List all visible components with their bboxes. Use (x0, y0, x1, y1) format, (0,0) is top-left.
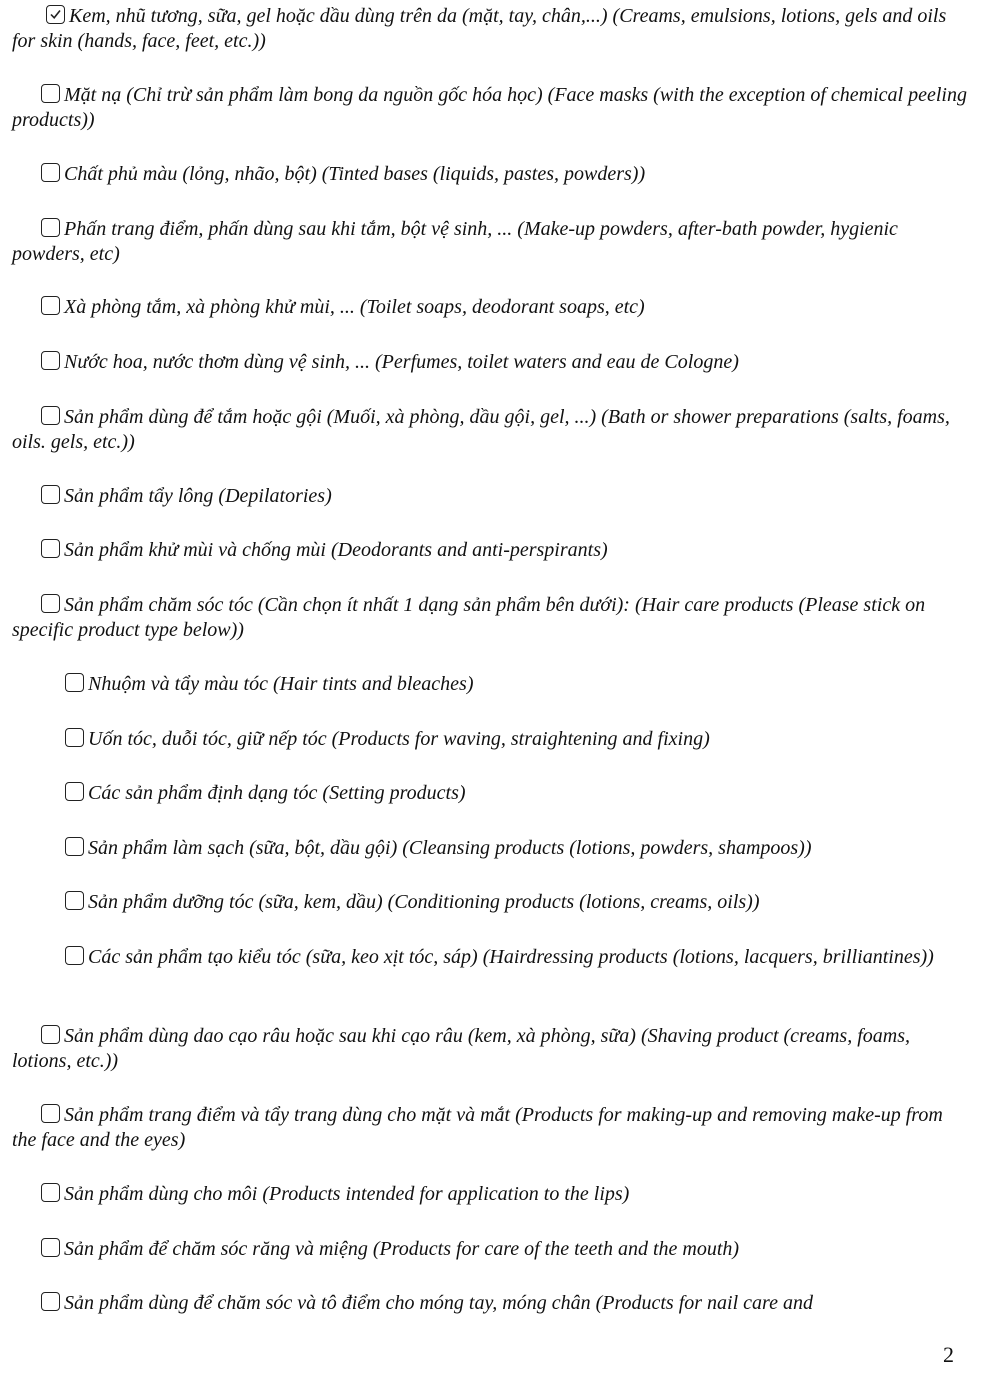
checklist-label: Sản phẩm dùng để chăm sóc và tô điểm cho móng tay, móng chân (Products for nail care and (64, 1292, 813, 1314)
checkbox-make-up-face-eyes[interactable] (41, 1104, 60, 1123)
checklist-label: Sản phẩm dùng dao cạo râu hoặc sau khi cạo râu (kem, xà phòng, sữa) (Shaving product (creams, foams, lotions, etc.)) (12, 1025, 910, 1072)
checklist-item-hair-care (12, 593, 972, 643)
checklist-label: Sản phẩm làm sạch (sữa, bột, dầu gội) (Cleansing products (lotions, powders, shampoos)) (88, 837, 812, 859)
checklist-item-hairdressing-products (12, 945, 972, 970)
checklist-item-depilatories (12, 484, 972, 509)
page-number: 2 (943, 1342, 954, 1367)
checkbox-teeth-mouth[interactable] (41, 1238, 60, 1257)
checkbox-perfumes[interactable] (41, 351, 60, 370)
checklist-item-teeth-mouth (12, 1237, 972, 1262)
checklist-item-nail-care (12, 1291, 972, 1316)
checkbox-tinted-bases[interactable] (41, 163, 60, 182)
checklist-label: Các sản phẩm định dạng tóc (Setting products) (88, 782, 466, 804)
checklist-item-deodorants (12, 538, 972, 563)
checklist-label: Xà phòng tắm, xà phòng khử mùi, ... (Toilet soaps, deodorant soaps, etc) (64, 296, 645, 318)
checklist-item-hair-waving (12, 727, 972, 752)
checklist-item-face-masks (12, 83, 972, 133)
checklist-label: Nước hoa, nước thơm dùng vệ sinh, ... (Perfumes, toilet waters and eau de Cologne) (64, 351, 739, 373)
checkbox-make-up-powders[interactable] (41, 218, 60, 237)
checklist-item-bath-preparations (12, 405, 972, 455)
checklist-label: Sản phẩm trang điểm và tẩy trang dùng cho mặt và mắt (Products for making-up and removing make-up from the face and the eyes) (12, 1104, 943, 1151)
checklist-label: Sản phẩm tẩy lông (Depilatories) (64, 485, 332, 507)
checklist-item-shaving-products (12, 1024, 972, 1074)
checklist-label: Sản phẩm chăm sóc tóc (Cần chọn ít nhất 1 dạng sản phẩm bên dưới): (Hair care products (Please stick on specific product type below)) (12, 594, 926, 641)
checklist-label: Phấn trang điểm, phấn dùng sau khi tắm, bột vệ sinh, ... (Make-up powders, after-bath powder, hygienic powders, etc) (12, 218, 898, 265)
checkbox-hair-care[interactable] (41, 594, 60, 613)
checklist-label: Sản phẩm dùng cho môi (Products intended for application to the lips) (64, 1183, 630, 1205)
checkbox-depilatories[interactable] (41, 485, 60, 504)
checklist-label: Sản phẩm dưỡng tóc (sữa, kem, dầu) (Conditioning products (lotions, creams, oils)) (88, 891, 760, 913)
checklist-item-perfumes (12, 350, 972, 375)
checkbox-bath-preparations[interactable] (41, 406, 60, 425)
checklist-label: Kem, nhũ tương, sữa, gel hoặc dầu dùng trên da (mặt, tay, chân,...) (Creams, emulsions, lotions, gels and oils for skin (hands, face, feet, etc.)) (12, 5, 947, 52)
checkbox-hair-tints[interactable] (65, 673, 84, 692)
checklist-label: Nhuộm và tẩy màu tóc (Hair tints and bleaches) (88, 673, 474, 695)
checklist-item-creams (12, 4, 972, 54)
checkbox-deodorants[interactable] (41, 539, 60, 558)
checklist-item-hair-tints (12, 672, 972, 697)
checkbox-nail-care[interactable] (41, 1292, 60, 1311)
checklist-item-lip-products (12, 1182, 972, 1207)
checkmark-icon (48, 7, 63, 22)
checklist-item-cleansing-products (12, 836, 972, 861)
checklist-label: Uốn tóc, duỗi tóc, giữ nếp tóc (Products for waving, straightening and fixing) (88, 728, 710, 750)
checkbox-shaving-products[interactable] (41, 1025, 60, 1044)
checkbox-setting-products[interactable] (65, 782, 84, 801)
checkbox-cleansing-products[interactable] (65, 837, 84, 856)
checklist-label: Các sản phẩm tạo kiểu tóc (sữa, keo xịt tóc, sáp) (Hairdressing products (lotions, lacquers, brilliantines)) (88, 946, 934, 968)
checklist-label: Sản phẩm khử mùi và chống mùi (Deodorants and anti-perspirants) (64, 539, 608, 561)
checkbox-lip-products[interactable] (41, 1183, 60, 1202)
checkbox-toilet-soaps[interactable] (41, 296, 60, 315)
checklist-item-setting-products (12, 781, 972, 806)
checklist-item-toilet-soaps (12, 295, 972, 320)
checkbox-hair-waving[interactable] (65, 728, 84, 747)
checkbox-face-masks[interactable] (41, 84, 60, 103)
checklist-label: Sản phẩm để chăm sóc răng và miệng (Products for care of the teeth and the mouth) (64, 1238, 740, 1260)
checklist-label: Chất phủ màu (lỏng, nhão, bột) (Tinted bases (liquids, pastes, powders)) (64, 163, 646, 185)
checkbox-conditioning-products[interactable] (65, 891, 84, 910)
checkbox-hairdressing-products[interactable] (65, 946, 84, 965)
checkbox-creams[interactable] (46, 5, 65, 24)
checklist-item-make-up-face-eyes (12, 1103, 972, 1153)
checklist-label: Sản phẩm dùng để tắm hoặc gội (Muối, xà phòng, dầu gội, gel, ...) (Bath or shower preparations (salts, foams, oils. gels, etc.)) (12, 406, 950, 453)
checklist-item-tinted-bases (12, 162, 972, 187)
checklist-item-conditioning-products (12, 890, 972, 915)
checklist-item-make-up-powders (12, 217, 972, 267)
checklist-label: Mặt nạ (Chỉ trừ sản phẩm làm bong da nguồn gốc hóa học) (Face masks (with the exception of chemical peeling products)) (12, 84, 967, 131)
